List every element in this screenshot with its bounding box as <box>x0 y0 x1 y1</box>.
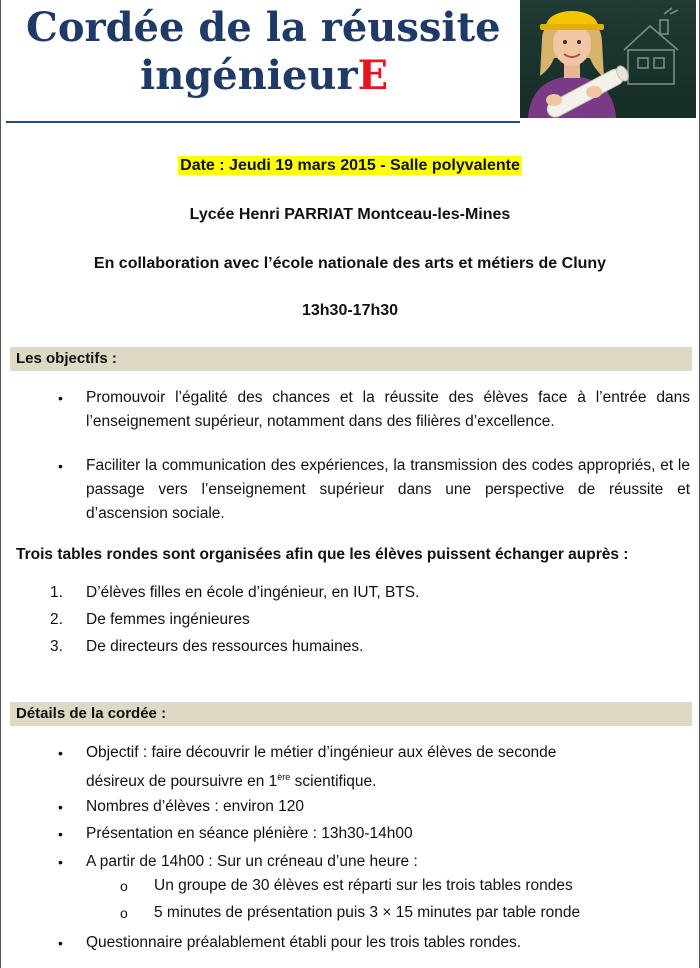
document-title <box>26 4 516 100</box>
bullet-marker: • <box>58 826 63 842</box>
superscript-ere: ère <box>277 772 291 782</box>
list-item: D’élèves filles en école d’ingénieur, en IUT, BTS. <box>86 584 420 601</box>
title-line-2-main: ingénieur <box>140 52 358 99</box>
details-objectif-line-1: Objectif : faire découvrir le métier d’ingénieur aux élèves de seconde <box>86 744 557 761</box>
objectif-item: Promouvoir l’égalité des chances et la réussite des élèves face à l’entrée dans l’enseignement supérieur, notamment dans des filières d’excellence. <box>86 389 690 430</box>
details-creneau: A partir de 14h00 : Sur un créneau d’une heure : <box>86 853 418 870</box>
title-line-2 <box>26 52 516 100</box>
list-item: De directeurs des ressources humaines. <box>86 638 364 655</box>
bullet-marker: • <box>58 458 63 474</box>
title-underline <box>6 121 520 123</box>
tables-rondes-lead: Trois tables rondes sont organisées afin que les élèves puissent échanger auprès : <box>16 546 629 563</box>
title-line-1: Cordée de la réussite <box>26 4 501 51</box>
list-number: 1. <box>50 584 63 601</box>
title-accent-letter: E <box>357 52 389 99</box>
bullet-marker: • <box>58 390 63 406</box>
bullet-marker: • <box>58 935 63 951</box>
photo-illustration <box>520 0 696 118</box>
event-date <box>0 157 700 175</box>
details-objectif-line-2-pre: désireux de poursuivre en 1 <box>86 773 278 791</box>
event-venue: Lycée Henri PARRIAT Montceau-les-Mines <box>189 206 511 223</box>
event-collaboration: En collaboration avec l’école nationale des arts et métiers de Cluny <box>93 255 607 272</box>
details-objectif <box>86 741 690 794</box>
details-presentation: Présentation en séance plénière : 13h30-14h00 <box>86 825 413 842</box>
section-heading-objectifs: Les objectifs : <box>10 347 692 371</box>
sub-bullet-marker: o <box>120 905 128 921</box>
girl-with-hardhat-photo <box>520 0 696 118</box>
date-highlight: Date : Jeudi 19 mars 2015 - Salle polyvalente <box>180 157 520 174</box>
details-questionnaire: Questionnaire préalablement établi pour les trois tables rondes. <box>86 934 522 951</box>
list-number: 2. <box>50 611 63 628</box>
details-objectif-line-2-post: scientifique. <box>290 773 377 791</box>
bullet-marker: • <box>58 854 63 870</box>
bullet-marker: • <box>58 745 63 761</box>
section-heading-details: Détails de la cordée : <box>10 702 692 726</box>
objectif-item: Faciliter la communication des expériences, la transmission des codes appropriés, et le passage vers l’enseignement supérieur dans une perspective de réussite et d’ascension sociale. <box>86 457 690 522</box>
bullet-marker: • <box>58 799 63 815</box>
sub-bullet-marker: o <box>120 878 128 894</box>
creneau-sub-item: Un groupe de 30 élèves est réparti sur les trois tables rondes <box>154 877 573 894</box>
creneau-sub-item: 5 minutes de présentation puis 3 × 15 minutes par table ronde <box>154 904 581 921</box>
list-item: De femmes ingénieures <box>86 611 250 628</box>
event-hours: 13h30-17h30 <box>301 302 399 319</box>
list-number: 3. <box>50 638 63 655</box>
details-nombre: Nombres d’élèves : environ 120 <box>86 798 304 815</box>
